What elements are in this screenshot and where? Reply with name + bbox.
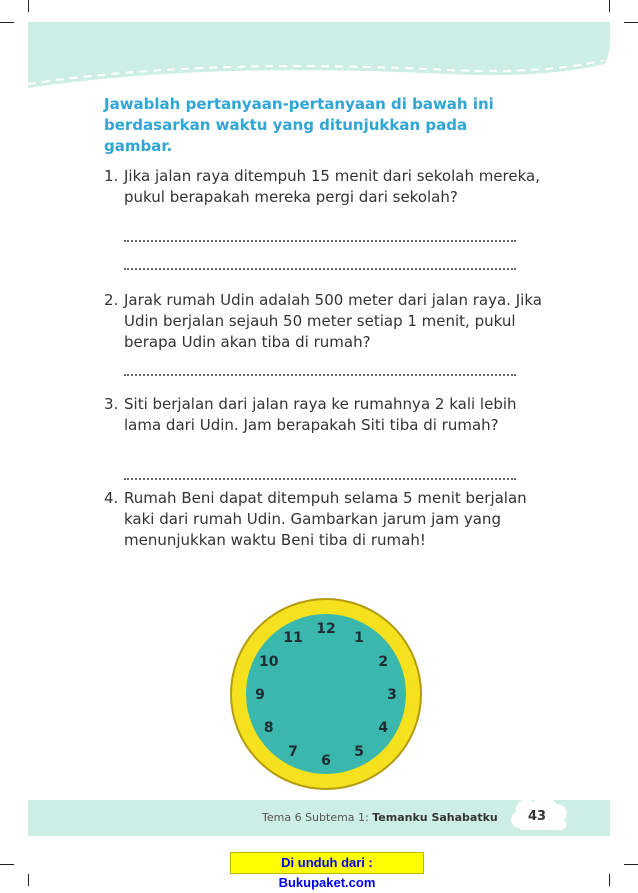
answer-line[interactable]: [124, 372, 516, 376]
crop-mark: [609, 874, 610, 886]
question-text: Siti berjalan dari jalan raya ke rumahnya 2 kali lebih lama dari Udin. Jam berapakah Siti tiba di rumah?: [124, 395, 517, 434]
clock-number-11: 11: [283, 629, 303, 646]
clock-number-6: 6: [321, 753, 331, 769]
footer-theme: [262, 811, 498, 824]
question-text: Jika jalan raya ditempuh 15 menit dari sekolah mereka, pukul berapakah mereka pergi dari sekolah?: [124, 167, 541, 206]
clock-number-4: 4: [378, 720, 389, 736]
question-text: Rumah Beni dapat ditempuh selama 5 menit berjalan kaki dari rumah Udin. Gambarkan jarum jam yang menunjukkan waktu Beni tiba di rumah!: [124, 489, 527, 549]
clock-number-1: 1: [354, 629, 364, 646]
clock-number-10: 10: [259, 654, 279, 670]
clock-number-2: 2: [378, 654, 389, 670]
question-4: [104, 488, 544, 551]
clock-number-12: 12: [316, 621, 336, 637]
question-number: 1.: [104, 167, 119, 185]
question-number: 3.: [104, 395, 119, 413]
clock-number-8: 8: [263, 720, 274, 736]
question-1: [104, 166, 544, 208]
crop-mark: [609, 0, 610, 12]
page-number: 43: [528, 809, 547, 824]
crop-mark: [28, 0, 29, 12]
question-number: 4.: [104, 489, 119, 507]
crop-mark: [28, 874, 29, 886]
clock-number-7: 7: [288, 744, 298, 761]
theme-label: Tema 6 Subtema 1:: [262, 811, 373, 824]
clock-number-5: 5: [354, 744, 364, 761]
question-3: [104, 394, 544, 436]
crop-mark: [624, 864, 638, 865]
instruction-text: Jawablah pertanyaan-pertanyaan di bawah ini berdasarkan waktu yang ditunjukkan pada gambar.: [104, 95, 494, 155]
crop-mark: [0, 22, 14, 23]
answer-line[interactable]: [124, 476, 516, 480]
clock-number-9: 9: [255, 687, 265, 703]
theme-title: Temanku Sahabatku: [372, 811, 498, 824]
clock[interactable]: [228, 596, 424, 792]
answer-line[interactable]: [124, 238, 516, 242]
download-source-note[interactable]: Di unduh dari : Bukupaket.com: [230, 852, 424, 874]
clock-number-3: 3: [387, 687, 397, 703]
question-text: Jarak rumah Udin adalah 500 meter dari jalan raya. Jika Udin berjalan sejauh 50 meter setiap 1 menit, pukul berapa Udin akan tiba di rumah?: [124, 291, 542, 351]
crop-mark: [0, 864, 14, 865]
crop-mark: [624, 22, 638, 23]
clock-face: [246, 614, 406, 774]
answer-line[interactable]: [124, 266, 516, 270]
question-number: 2.: [104, 291, 119, 309]
question-2: [104, 290, 544, 353]
